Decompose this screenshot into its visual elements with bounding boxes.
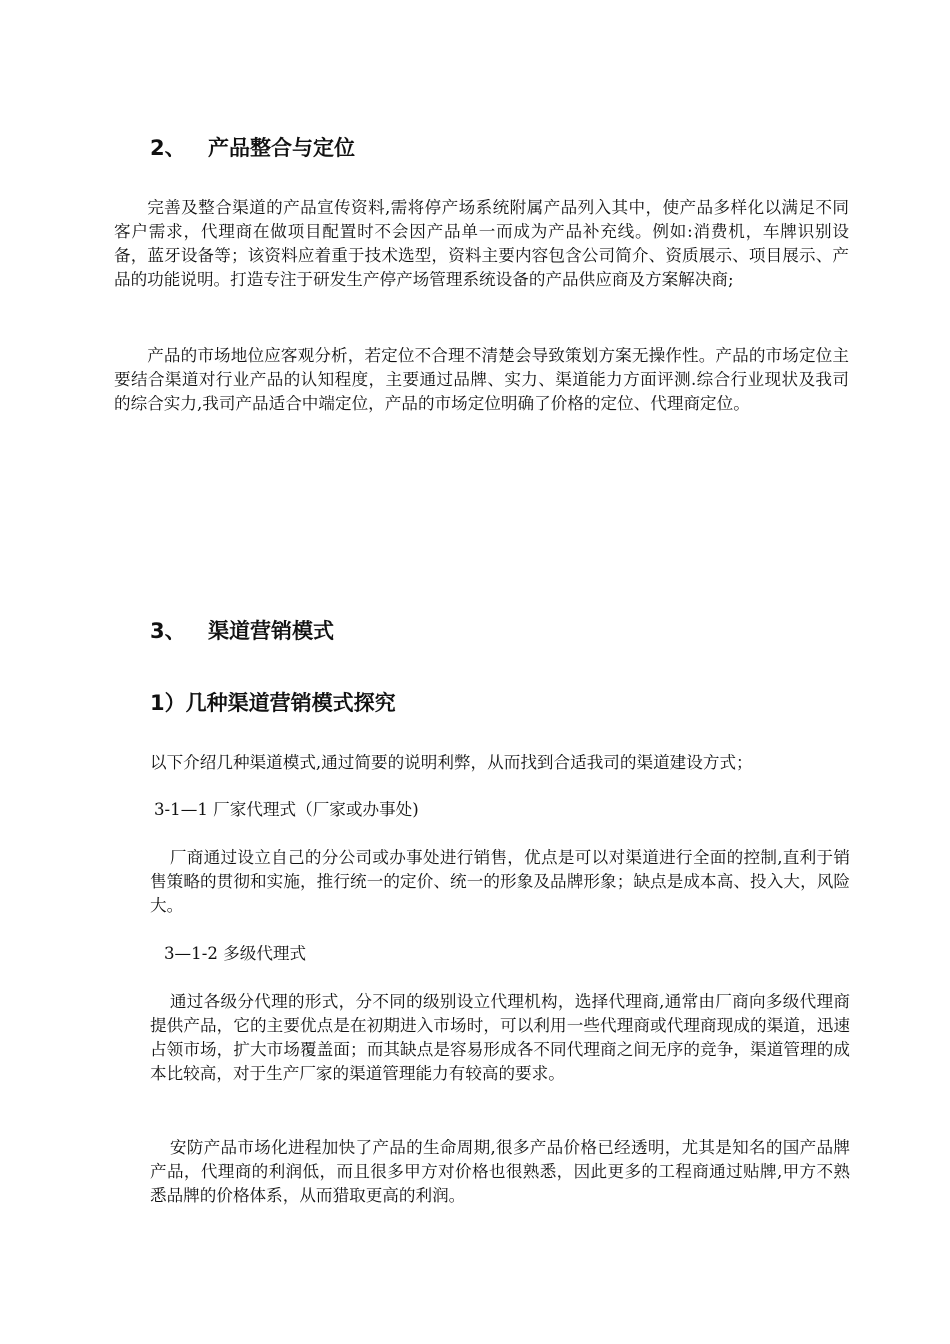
section-2-paragraph-1: 完善及整合渠道的产品宣传资料,需将停产场系统附属产品列入其中，使产品多样化以满足不同客户需求，代理商在做项目配置时不会因产品单一而成为产品补充线。例如:消费机，车牌识别设备，蓝牙设备等；该资料应着重于技术选型，资料主要内容包含公司简介、资质展示、项目展示、产品的功能说明。打造专注于研发生产停产场管理系统设备的产品供应商及方案解决商; [114,198,849,289]
section-3-heading [150,617,334,645]
model-1-description: 厂商通过设立自己的分公司或办事处进行销售，优点是可以对渠道进行全面的控制,直利于销售策略的贯彻和实施，推行统一的定价、统一的形象及品牌形象；缺点是成本高、投入大，风险大。 [150,848,850,915]
closing-paragraph: 安防产品市场化进程加快了产品的生命周期,很多产品价格已经透明，尤其是知名的国产品牌产品，代理商的利润低，而且很多甲方对价格也很熟悉，因此更多的工程商通过贴牌,甲方不熟悉品牌的价格体系，从而猎取更高的利润。 [150,1138,850,1205]
section-2-paragraph-2: 产品的市场地位应客观分析，若定位不合理不清楚会导致策划方案无操作性。产品的市场定位主要结合渠道对行业产品的认知程度，主要通过品牌、实力、渠道能力方面评测.综合行业现状及我司的综合实力,我司产品适合中端定位，产品的市场定位明确了价格的定位、代理商定位。 [114,346,849,413]
section-2-number: 2、 [150,136,186,160]
intro-paragraph: 以下介绍几种渠道模式,通过简要的说明利弊，从而找到合适我司的渠道建设方式； [150,753,753,772]
model-2-title: 3—1-2 多级代理式 [164,944,307,963]
section-2-heading [150,134,355,162]
section-3-number: 3、 [150,619,186,643]
section-2-title: 产品整合与定位 [208,136,355,160]
model-2-description: 通过各级分代理的形式，分不同的级别设立代理机构，选择代理商,通常由厂商向多级代理商提供产品，它的主要优点是在初期进入市场时，可以利用一些代理商或代理商现成的渠道，迅速占领市场，扩大市场覆盖面；而其缺点是容易形成各不同代理商之间无序的竞争，渠道管理的成本比较高，对于生产厂家的渠道管理能力有较高的要求。 [150,992,850,1083]
model-1-title: 3-1—1 厂家代理式（厂家或办事处) [154,800,419,819]
subheading-channel-models: 1）几种渠道营销模式探究 [150,691,396,715]
section-3-title: 渠道营销模式 [208,619,334,643]
